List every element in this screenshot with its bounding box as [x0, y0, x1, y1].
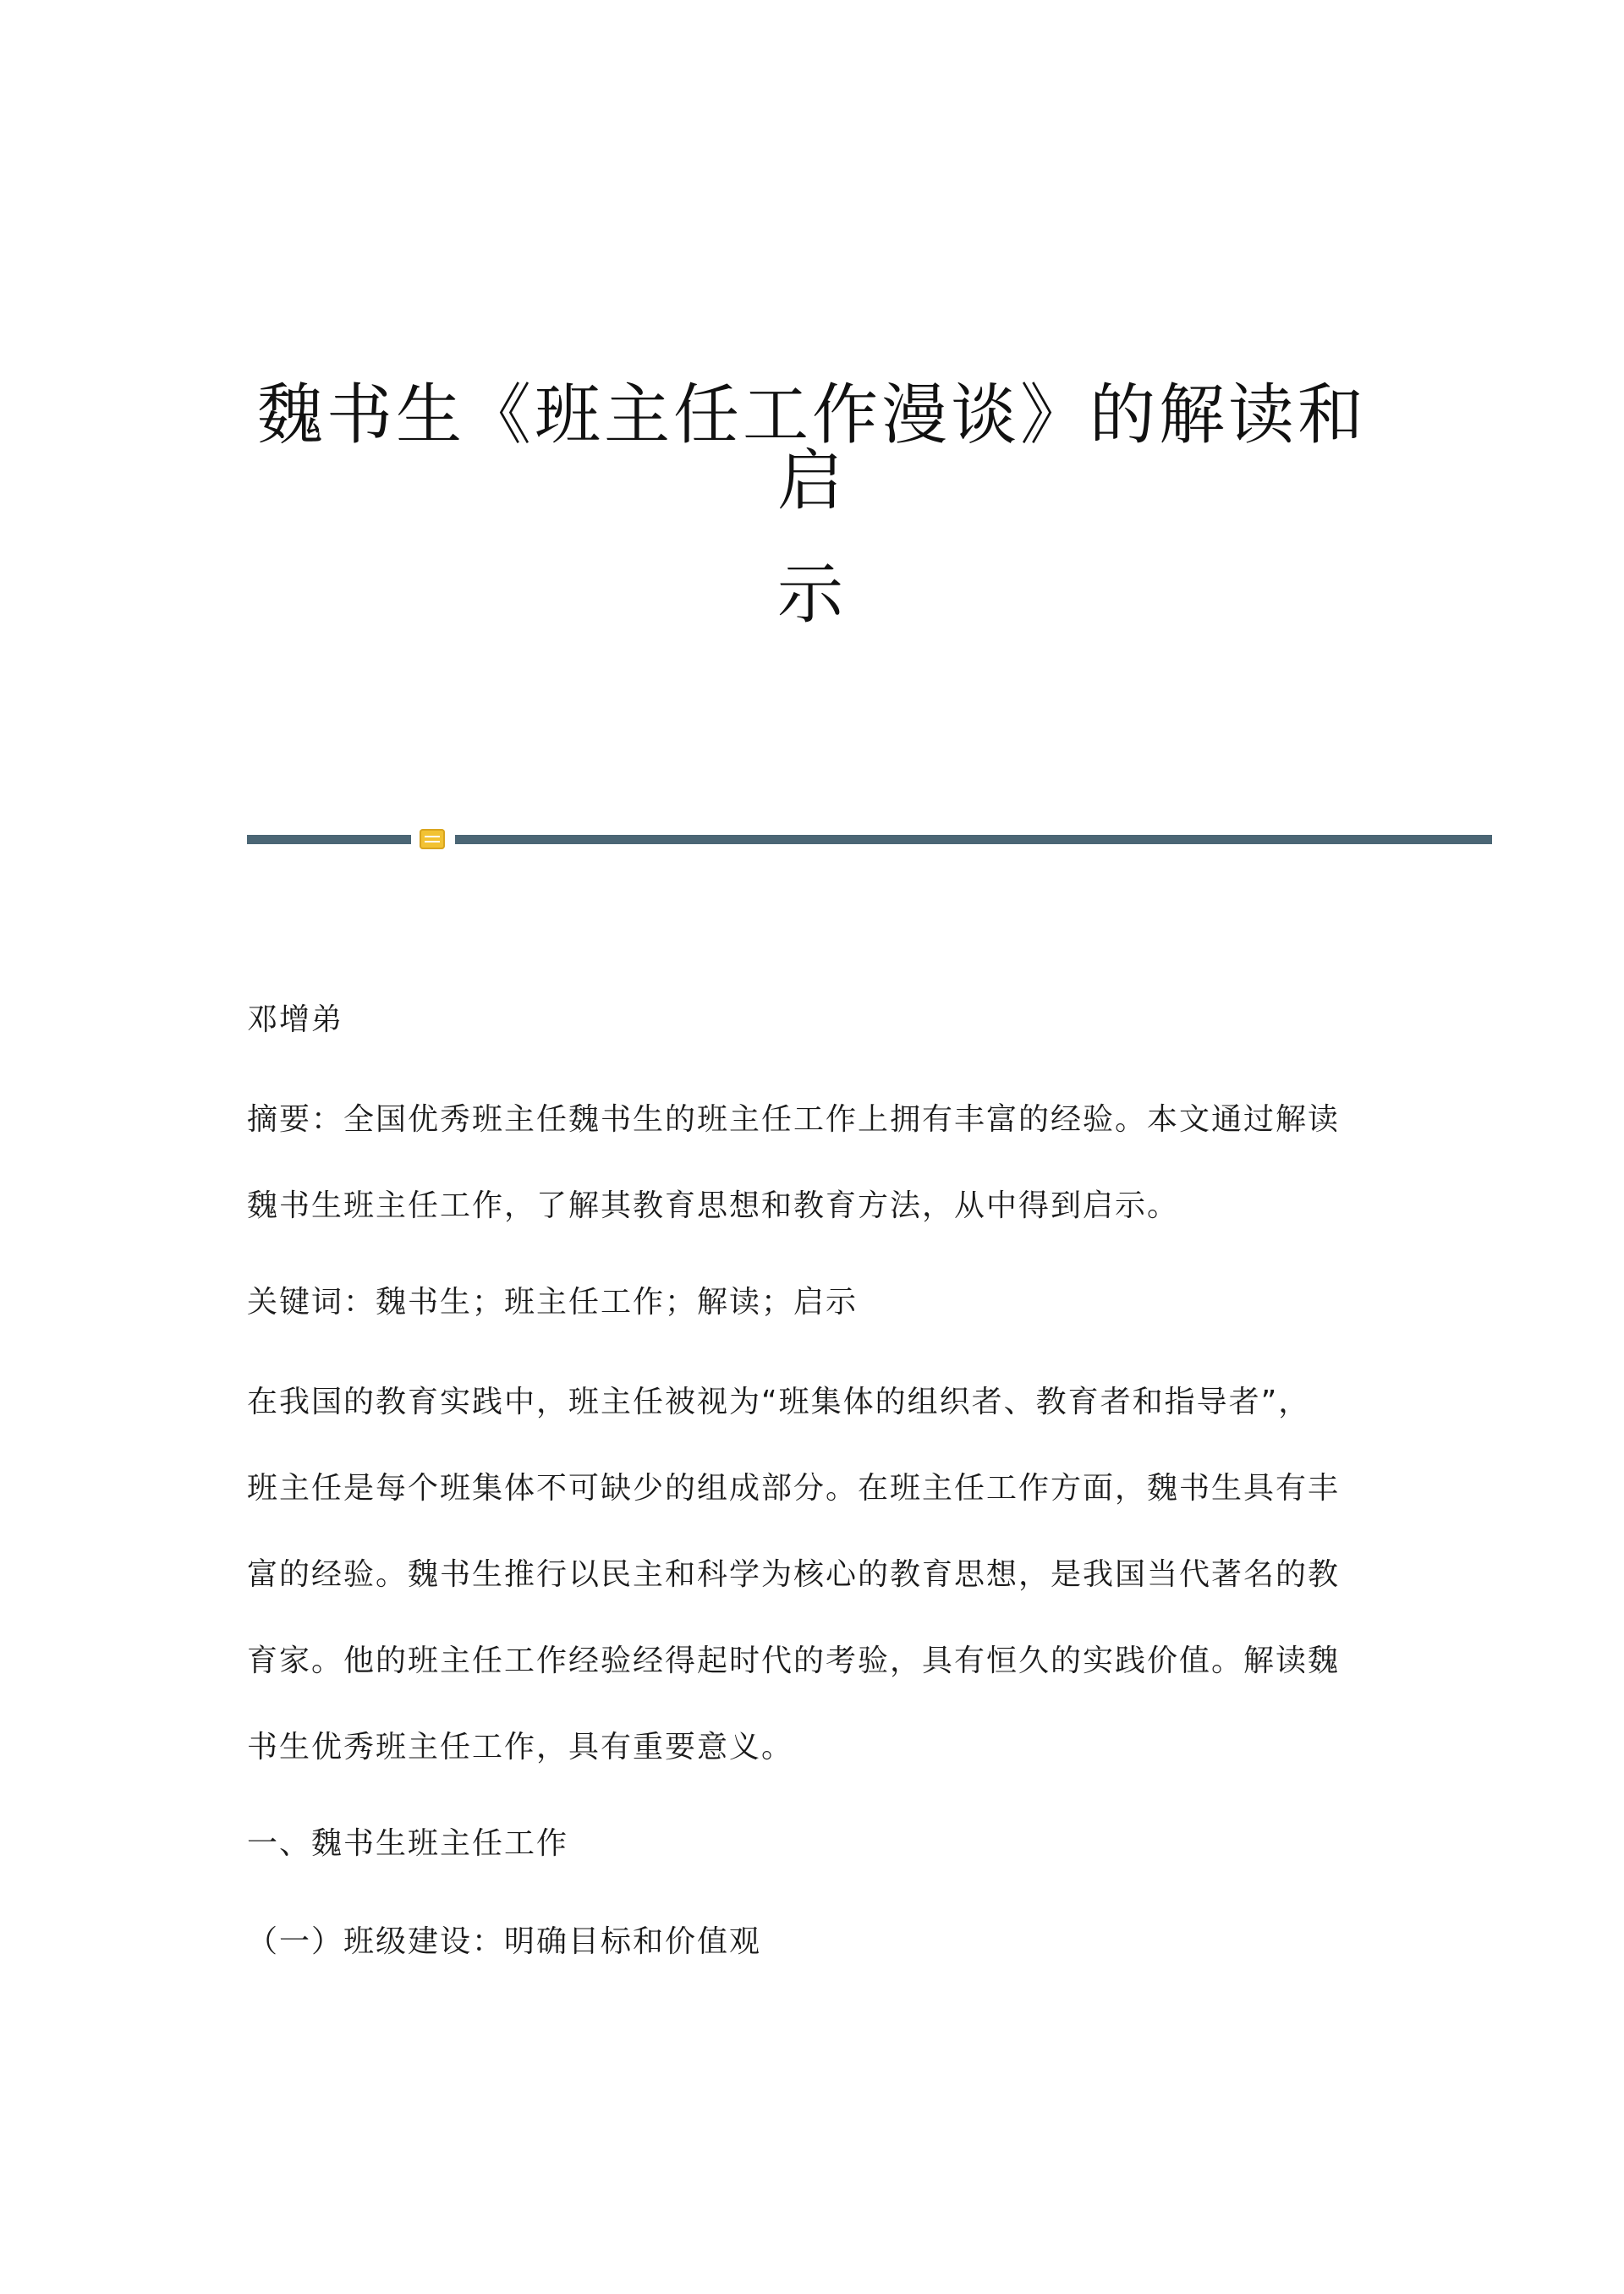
intro-paragraph-line: 书生优秀班主任工作，具有重要意义。 — [247, 1730, 794, 1764]
keywords: 关键词：魏书生；班主任工作；解读；启示 — [247, 1285, 859, 1320]
divider-bar-right — [455, 835, 1492, 844]
title-divider — [247, 829, 1492, 849]
section-heading: 一、魏书生班主任工作 — [247, 1826, 569, 1861]
intro-paragraph-line: 在我国的教育实践中，班主任被视为“班集体的组织者、教育者和指导者”， — [247, 1385, 1311, 1419]
author-name: 邓增弟 — [247, 1002, 344, 1037]
divider-bar-left — [247, 835, 411, 844]
intro-paragraph-line: 富的经验。魏书生推行以民主和科学为核心的教育思想，是我国当代著名的教 — [247, 1557, 1341, 1592]
document-title-line-1: 魏书生《班主任工作漫谈》的解读和启 — [256, 377, 1367, 519]
document-title-line-2: 示 — [776, 557, 847, 633]
abstract-line-2: 魏书生班主任工作，了解其教育思想和教育方法，从中得到启示。 — [247, 1188, 1180, 1223]
subsection-heading: （一）班级建设：明确目标和价值观 — [247, 1924, 762, 1959]
intro-paragraph-line: 班主任是每个班集体不可缺少的组成部分。在班主任工作方面，魏书生具有丰 — [247, 1471, 1341, 1506]
divider-ornament-icon — [420, 829, 445, 849]
intro-paragraph-line: 育家。他的班主任工作经验经得起时代的考验，具有恒久的实践价值。解读魏 — [247, 1644, 1341, 1678]
abstract-line-1: 摘要：全国优秀班主任魏书生的班主任工作上拥有丰富的经验。本文通过解读 — [247, 1102, 1341, 1137]
